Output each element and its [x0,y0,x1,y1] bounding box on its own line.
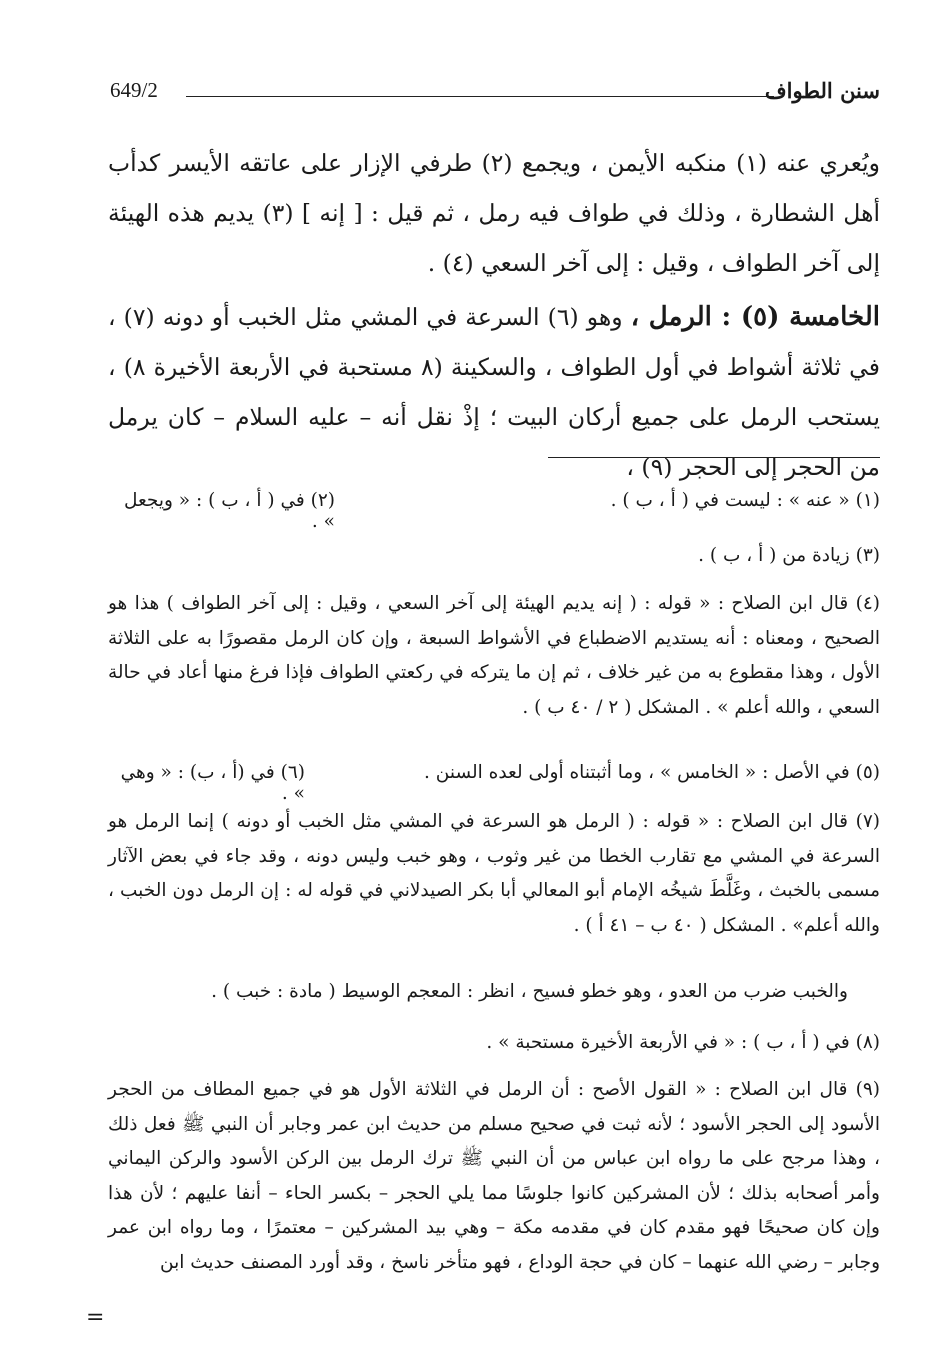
footnote-row-5-6 [108,762,880,804]
footnote-3: (٣) زيادة من ( أ ، ب ) . [698,545,880,566]
main-paragraph-2 [108,292,880,492]
footnote-separator [548,457,880,458]
footnote-2: (٢) في ( أ ، ب ) : « ويجعل » . [123,490,335,532]
footnote-5: (٥) في الأصل : « الخامس » ، وما أثبتناه أولى لعده السنن . [424,762,880,783]
footnote-8: (٨) في ( أ ، ب ) : « في الأربعة الأخيرة مستحبة » . [486,1032,880,1053]
paragraph-text: وهو (٦) السرعة في المشي مثل الخبب أو دونه (٧) ، في ثلاثة أشواط في أول الطواف ، والسكينة (٨ مستحبة في الأربعة الأخيرة ٨) ، يستحب الرمل على جميع أركان البيت ؛ إذْ نقل أنه – عليه السلام – كان يرمل من الحجر إلى الحجر (٩) ، [108,303,880,481]
continuation-mark: = [86,1305,105,1330]
footnote-7: (٧) قال ابن الصلاح : « قوله : ( الرمل هو السرعة في المشي مثل الخبب أو دونه ) إنما الرمل هو السرعة في المشي مع تقارب الخطا من غير وثوب ، وهو خبب وليس دونه ، وقد جاء في بعض الآثار مسمى بالخبث ، وغَلَّطَ شيخُه الإمام أبو المعالي أبا بكر الصيدلاني في قوله له : إن الرمل دون الخبب ، والله أعلم» . المشكل ( ٤٠ ب – ٤١ أ ) . [108,811,880,936]
footnote-7-note: والخبب ضرب من العدو ، وهو خطو فسيح ، انظر : المعجم الوسيط ( مادة : خبب ) . [211,981,848,1002]
header-rule [186,96,774,97]
page-number: 649/2 [110,78,158,102]
footnote-row-1-2 [108,490,880,532]
footnote-1: (١) « عنه » : ليست في ( أ ، ب ) . [610,490,880,511]
section-lead: الخامسة (٥) : الرمل ، [630,302,880,332]
footnote-4: (٤) قال ابن الصلاح : « قوله : ( إنه يديم الهيئة إلى آخر السعي ، وقيل : إلى آخر الطواف ) هذا هو الصحيح ، ومعناه : أنه يستديم الاضطباع في الأشواط السبعة ، وإن كان الرمل مقصورًا به على الثلاثة الأول ، وهذا مقطوع به من غير خلاف ، ثم إن ما يتركه في ركعتي الطواف فإذا فرغ منها أعاد في حالة السعي ، والله أعلم » . المشكل ( ٢ / ٤٠ ب ) . [108,593,880,718]
running-title: سنن الطواف [764,78,880,103]
footnote-6: (٦) في (أ ، ب) : « وهي » . [120,762,305,804]
footnote-9: (٩) قال ابن الصلاح : « القول الأصح : أن الرمل في الثلاثة الأول هو في جميع المطاف من الحجر الأسود إلى الحجر الأسود ؛ لأنه ثبت في صحيح مسلم من حديث ابن عمر وجابر أن النبي ﷺ فعل ذلك ، وهذا مرجح على ما رواه ابن عباس من أن النبي ﷺ ترك الرمل بين الركن الأسود والركن اليماني وأمر أصحابه بذلك ؛ لأن المشركين كانوا جلوسًا مما يلي الحجر – بكسر الحاء – أنفا عليهم ؛ لأن هذا وإن كان صحيحًا فهو مقدم كان في مقدمه مكة – وهي بيد المشركين – معتمرًا ، وما رواه ابن عمر وجابر – رضي الله عنهما – كان في حجة الوداع ، فهو متأخر ناسخ ، وقد أورد المصنف حديث ابن [108,1079,881,1273]
page-header [110,78,880,118]
main-paragraph-1: ويُعري عنه (١) منكبه الأيمن ، ويجمع (٢) طرفي الإزار على عاتقه الأيسر كدأب أهل الشطارة ، وذلك في طواف فيه رمل ، ثم قيل : [ إنه ] (٣) يديم هذه الهيئة إلى آخر الطواف ، وقيل : إلى آخر السعي (٤) . [108,149,880,277]
